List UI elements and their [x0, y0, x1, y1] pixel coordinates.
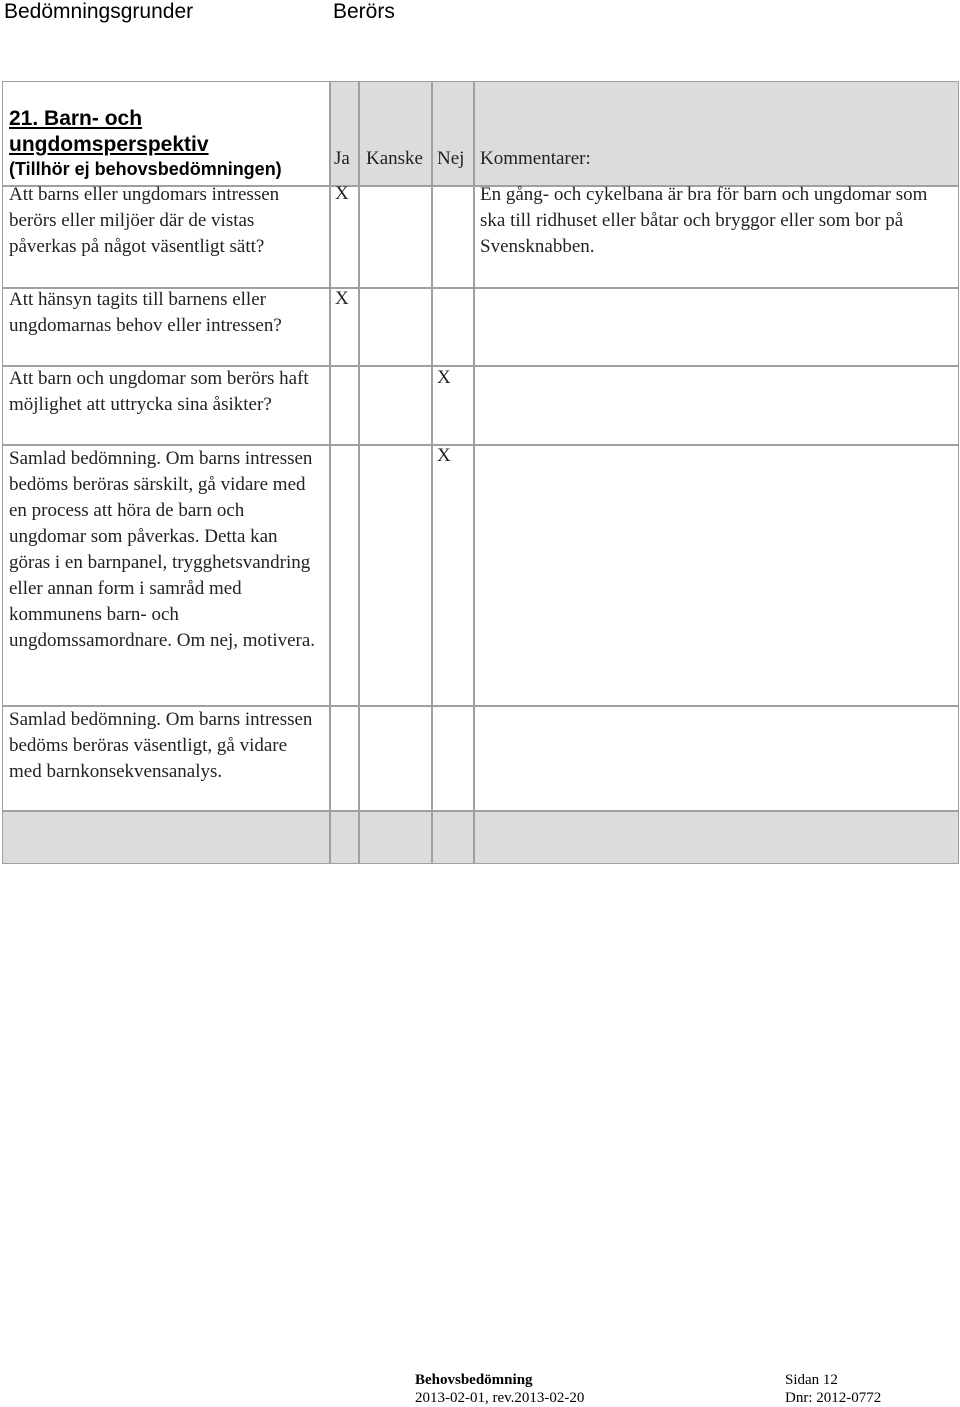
- question-text: Att hänsyn tagits till barnens eller ungdomarnas behov eller intressen?: [9, 289, 282, 336]
- kanske-cell: [359, 445, 432, 706]
- ja-cell: [330, 445, 359, 706]
- footer-page-number: Sidan 12: [785, 1372, 838, 1388]
- ja-cell: [330, 706, 359, 811]
- shaded-cell: [474, 811, 959, 864]
- column-header-ja: Ja: [334, 148, 350, 169]
- shaded-cell: [359, 811, 432, 864]
- nej-mark: X: [437, 445, 451, 466]
- shaded-cell: [330, 811, 359, 864]
- ja-cell: [330, 366, 359, 445]
- header-right-title: Berörs: [333, 0, 395, 23]
- comment-text: En gång- och cykelbana är bra för barn och ungdomar som ska till ridhuset eller båtar och bryggor eller som bor på Svensknabben.: [480, 184, 928, 257]
- header-left-title: Bedömningsgrunder: [4, 0, 194, 23]
- nej-cell: [432, 445, 474, 706]
- question-text: Att barns eller ungdomars intressen berörs eller miljöer där de vistas påverkas på något väsentligt sätt?: [9, 184, 280, 257]
- column-header-kanske: Kanske: [366, 148, 423, 169]
- nej-cell: [432, 186, 474, 288]
- footer-dnr: Dnr: 2012-0772: [785, 1390, 882, 1406]
- comment-cell: [474, 366, 959, 445]
- kanske-cell: [359, 366, 432, 445]
- comment-cell: [474, 288, 959, 366]
- question-text: Samlad bedömning. Om barns intressen bedöms beröras väsentligt, gå vidare med barnkonsekvensanalys.: [9, 709, 313, 782]
- comment-cell: [474, 445, 959, 706]
- comment-cell: [474, 706, 959, 811]
- question-text: Att barn och ungdomar som berörs haft möjlighet att uttrycka sina åsikter?: [9, 368, 309, 415]
- ja-mark: X: [335, 288, 349, 309]
- kanske-cell: [359, 288, 432, 366]
- shaded-row: [2, 811, 330, 864]
- nej-cell: [432, 706, 474, 811]
- column-header-comments: Kommentarer:: [480, 148, 591, 169]
- footer-dates: 2013-02-01, rev.2013-02-20: [415, 1390, 585, 1406]
- column-header-nej: Nej: [437, 148, 465, 169]
- kanske-cell: [359, 706, 432, 811]
- section-title: 21. Barn- och ungdomsperspektiv: [9, 107, 209, 156]
- nej-mark: X: [437, 367, 451, 388]
- ja-mark: X: [335, 183, 349, 204]
- section-subtitle: (Tillhör ej behovsbedömningen): [9, 159, 282, 179]
- kanske-cell: [359, 186, 432, 288]
- footer-doc-name: Behovsbedömning: [415, 1372, 533, 1388]
- nej-cell: [432, 288, 474, 366]
- question-text: Samlad bedömning. Om barns intressen bedöms beröras särskilt, gå vidare med en process att höra de barn och ungdomar som påverkas. Detta kan göras i en barnpanel, trygghetsvandring eller annan form i samråd med kommunens barn- och ungdomssamordnare. Om nej, motivera.: [9, 448, 316, 651]
- shaded-cell: [432, 811, 474, 864]
